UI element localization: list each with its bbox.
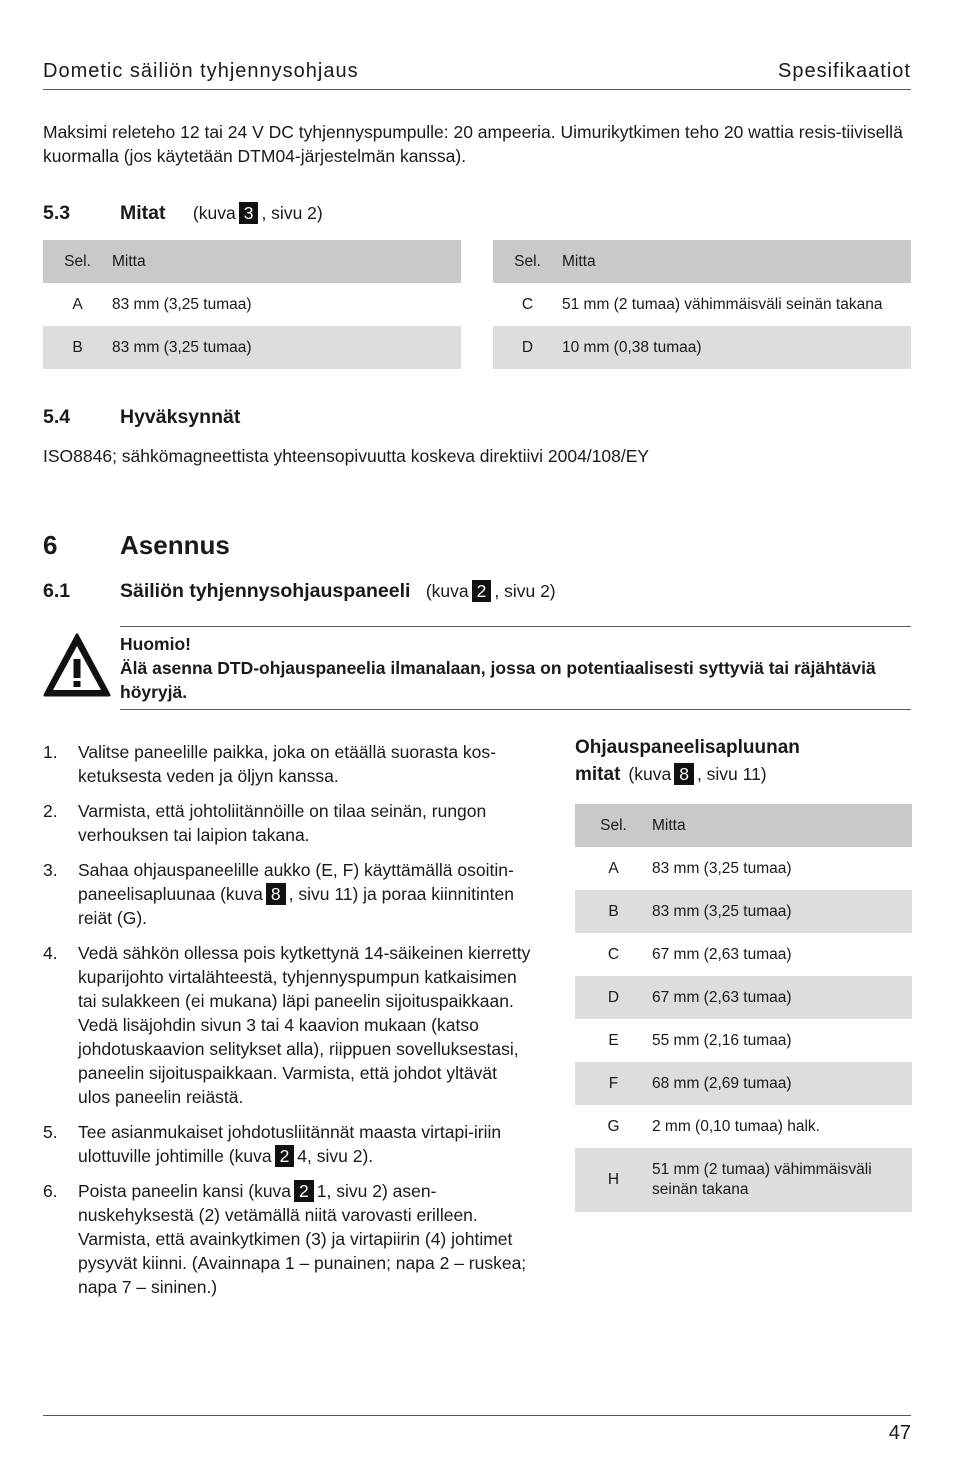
- table-cell-value: 83 mm (3,25 tumaa): [112, 295, 252, 313]
- section-5-3-heading: [120, 202, 323, 225]
- table-header-row: [43, 240, 461, 283]
- step-text: Varmista, että johtoliitännöille on tilaa seinän, rungon verhouksen tai laipion takana.: [78, 801, 487, 845]
- figure-number-box: 8: [674, 763, 694, 785]
- table-row: [575, 1105, 912, 1148]
- table-cell-ref: E: [608, 1031, 619, 1049]
- table-row: [575, 1019, 912, 1062]
- ref-text: (kuva: [628, 764, 672, 784]
- step-text: Vedä sähkön ollessa pois kytkettynä 14-säikeinen kierretty kuparijohto virtalähteestä, tyhjennyspumpun katkaisimen tai sulakkeen (ei mukana) läpi paneelin sijoituspaikkaan. Vedä lisäjohdin sivun 3 tai 4 kaavion mukaan (katso johdotuskaavion selitykset alla), riippuen sovelluksestasi, paneelin sijoituspaikkaan. Varmista, että johdot yltävät ulos paneelin reiästä.: [78, 943, 531, 1107]
- ref-text: (kuva: [192, 203, 236, 223]
- table-header-row: [493, 240, 911, 283]
- table-cell-value: 55 mm (2,16 tumaa): [652, 1031, 792, 1049]
- footer-rule: [43, 1415, 911, 1416]
- running-header-title: Dometic säiliön tyhjennysohjaus: [43, 60, 359, 82]
- step-number: 3.: [43, 860, 58, 880]
- section-5-3-number: 5.3: [43, 202, 71, 224]
- list-item: [43, 858, 533, 930]
- step-text: Poista paneelin kansi (kuva: [78, 1181, 292, 1201]
- installation-steps: [43, 740, 533, 1310]
- template-heading-line1: Ohjauspaneelisapluunan: [575, 737, 800, 758]
- table-row: [575, 1062, 912, 1105]
- figure-number-box: 8: [266, 883, 286, 905]
- approvals-text: ISO8846; sähkömagneettista yhteensopivuutta koskeva direktiivi 2004/108/EY: [43, 446, 650, 466]
- table-cell-value: 67 mm (2,63 tumaa): [652, 976, 912, 1019]
- table-row: [493, 326, 911, 369]
- dimensions-table-left: [43, 240, 461, 369]
- chapter-6-title: Asennus: [120, 530, 230, 560]
- table-cell-value: 83 mm (3,25 tumaa): [652, 859, 792, 877]
- table-row: [493, 283, 911, 326]
- template-ref: [628, 764, 766, 784]
- list-item: [43, 740, 533, 788]
- table-cell-ref: B: [575, 890, 652, 933]
- table-cell-ref: H: [575, 1148, 652, 1212]
- table-cell-ref: B: [43, 326, 112, 369]
- table-cell-value: 83 mm (3,25 tumaa): [652, 890, 912, 933]
- table-header-row: [575, 804, 912, 847]
- column-header: Mitta: [652, 804, 912, 847]
- section-5-4-number: 5.4: [43, 406, 71, 428]
- section-6-1-heading: [120, 580, 556, 603]
- table-cell-value: 51 mm (2 tumaa) vähimmäisväli seinän takana: [652, 1148, 912, 1212]
- step-text: 1, sivu 2) asen-nuskehyksestä (2) vetämällä niitä varovasti erilleen. Varmista, että avainkytkimen (3) ja virtapiirin (4) johtimet pysyvät kiinni. (Avainnapa 1 – punainen; napa 2 – ruskea; napa 7 – sininen.): [78, 1181, 527, 1297]
- ref-text: (kuva: [425, 581, 469, 601]
- column-header: Mitta: [562, 240, 911, 283]
- list-item: [43, 799, 533, 847]
- table-cell-value: 2 mm (0,10 tumaa) halk.: [652, 1117, 820, 1135]
- column-header: Sel.: [493, 240, 562, 283]
- figure-number-box: 2: [472, 580, 492, 602]
- chapter-6-number: 6: [43, 530, 58, 560]
- column-header: Sel.: [43, 240, 112, 283]
- table-cell-ref: F: [575, 1062, 652, 1105]
- template-dimensions-table: [575, 804, 912, 1212]
- table-cell-ref: D: [575, 976, 652, 1019]
- section-5-3-title: Mitat: [120, 202, 166, 224]
- section-6-1-title: Säiliön tyhjennysohjauspaneeli: [120, 580, 411, 602]
- figure-number-box: 3: [239, 202, 259, 224]
- section-6-1-number: 6.1: [43, 580, 71, 602]
- warning-title: Huomio!: [120, 634, 191, 654]
- column-header: Mitta: [112, 240, 461, 283]
- step-text: 4, sivu 2).: [297, 1146, 374, 1166]
- step-text: , sivu 11) ja poraa kiinnitinten reiät (G).: [78, 884, 514, 928]
- table-cell-ref: A: [608, 859, 619, 877]
- table-cell-value: 83 mm (3,25 tumaa): [112, 326, 461, 369]
- table-row: [575, 933, 912, 976]
- table-row: [575, 847, 912, 890]
- intro-paragraph: Maksimi releteho 12 tai 24 V DC tyhjennyspumpulle: 20 ampeeria. Uimurikytkimen teho 20 wattia resis-tiivisellä kuormalla (jos käytetään DTM04-järjestelmän kanssa).: [43, 122, 903, 166]
- warning-box: [120, 632, 910, 704]
- step-number: 2.: [43, 801, 58, 821]
- table-row: [43, 283, 461, 326]
- list-item: [43, 1179, 533, 1299]
- ref-text: , sivu 11): [696, 764, 767, 784]
- header-rule: [43, 89, 911, 90]
- table-cell-ref: G: [607, 1117, 620, 1135]
- figure-number-box: 2: [275, 1145, 295, 1167]
- table-cell-value: 68 mm (2,69 tumaa): [652, 1062, 912, 1105]
- step-number: 5.: [43, 1122, 58, 1142]
- warning-text: Älä asenna DTD-ohjauspaneelia ilmanalaan, jossa on potentiaalisesti syttyviä tai räjähtäviä höyryjä.: [120, 658, 876, 702]
- step-number: 1.: [43, 742, 58, 762]
- template-dimensions-heading: [575, 735, 915, 788]
- running-header-section: Spesifikaatiot: [778, 60, 911, 82]
- warning-top-rule: [120, 626, 911, 627]
- table-cell-value: 51 mm (2 tumaa) vähimmäisväli seinän takana: [562, 295, 883, 313]
- page-number: 47: [888, 1422, 911, 1444]
- step-number: 4.: [43, 943, 58, 963]
- section-5-3-ref: [193, 203, 323, 223]
- table-row: [575, 890, 912, 933]
- section-6-1-ref: [426, 581, 556, 601]
- warning-triangle-icon: [42, 632, 112, 698]
- column-header: Sel.: [575, 804, 652, 847]
- ref-text: , sivu 2): [261, 203, 323, 223]
- table-cell-ref: D: [493, 326, 562, 369]
- step-text: Valitse paneelille paikka, joka on etäällä suorasta kos-ketuksesta veden ja öljyn kanssa.: [78, 742, 496, 786]
- figure-number-box: 2: [294, 1180, 314, 1202]
- table-row: [575, 1148, 912, 1212]
- ref-text: , sivu 2): [494, 581, 556, 601]
- table-row: [43, 326, 461, 369]
- step-number: 6.: [43, 1181, 58, 1201]
- template-heading-line2: mitat: [575, 764, 621, 785]
- table-row: [575, 976, 912, 1019]
- section-5-4-title: Hyväksynnät: [120, 406, 241, 428]
- warning-bottom-rule: [120, 709, 911, 710]
- step-text: Tee asianmukaiset johdotusliitännät maasta virtapi-iriin ulottuville johtimille (kuva: [78, 1122, 502, 1166]
- list-item: [43, 941, 533, 1109]
- table-cell-value: 67 mm (2,63 tumaa): [652, 945, 792, 963]
- table-cell-ref: C: [521, 295, 534, 313]
- table-cell-value: 10 mm (0,38 tumaa): [562, 326, 911, 369]
- table-cell-ref: A: [72, 295, 83, 313]
- list-item: [43, 1120, 533, 1168]
- table-cell-ref: C: [607, 945, 620, 963]
- dimensions-table-right: [493, 240, 911, 369]
- step-text: Sahaa ohjauspaneelille aukko (E, F) käyttämällä osoitin-paneelisapluunaa (kuva: [78, 860, 514, 904]
